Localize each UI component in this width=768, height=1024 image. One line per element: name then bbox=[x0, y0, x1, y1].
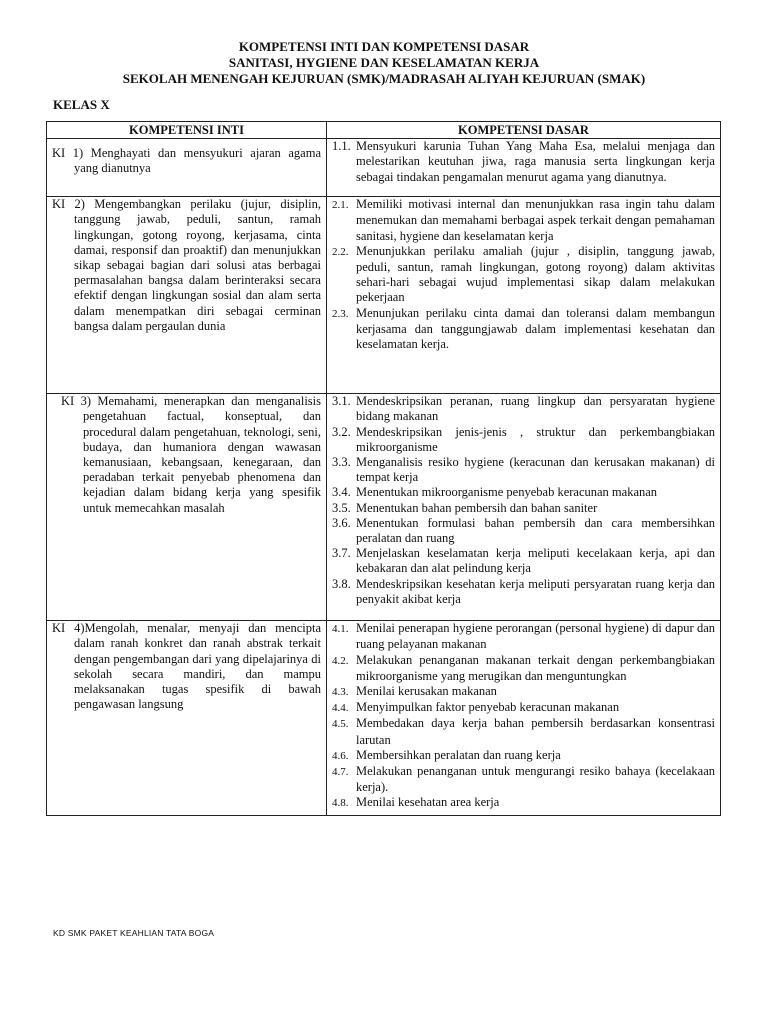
kd-item bbox=[332, 795, 715, 811]
kd-cell bbox=[327, 139, 721, 197]
kd-number: 4.7. bbox=[332, 766, 349, 779]
table-row bbox=[47, 621, 721, 816]
kd-item bbox=[332, 501, 715, 516]
footer-note: KD SMK PAKET KEAHLIAN TATA BOGA bbox=[53, 928, 215, 938]
kd-item bbox=[332, 748, 715, 764]
kd-text: Menunjukkan perilaku amaliah (jujur , disiplin, tanggung jawab, peduli, santun, ramah lingkungan, gotong royong) dalam aktivitas sehari-hari sebagai wujud implementasi sikap dalam melakukan pekerjaan bbox=[356, 243, 715, 305]
kd-number: 2.1. bbox=[332, 199, 349, 212]
kd-item bbox=[332, 197, 715, 244]
kd-text: Menganalisis resiko hygiene (keracunan dan kerusakan makanan) di tempat kerja bbox=[356, 455, 715, 485]
kd-item bbox=[332, 764, 715, 795]
kd-number: 4.2. bbox=[332, 654, 349, 667]
kd-number: 4.3. bbox=[332, 686, 349, 699]
document-title-block bbox=[0, 39, 768, 87]
kd-text: Menilai penerapan hygiene perorangan (personal hygiene) di dapur dan ruang pelayanan makanan bbox=[356, 621, 715, 652]
kd-number: 3.7. bbox=[332, 546, 351, 561]
kd-item bbox=[332, 546, 715, 576]
kd-number: 3.4. bbox=[332, 485, 351, 500]
competency-table bbox=[46, 121, 721, 816]
kd-text: Mensyukuri karunia Tuhan Yang Maha Esa, melalui menjaga dan melestarikan keutuhan jiwa, raga manusia serta lingkungan kerja sebagai tindakan pengamalan menurut agama yang dianutnya. bbox=[356, 139, 715, 184]
kd-item bbox=[332, 621, 715, 652]
kd-text: Menentukan mikroorganisme penyebab keracunan makanan bbox=[356, 485, 658, 500]
table-row bbox=[47, 394, 721, 621]
kd-number: 4.4. bbox=[332, 702, 349, 715]
title-line-1: KOMPETENSI INTI DAN KOMPETENSI DASAR bbox=[238, 39, 530, 54]
kd-text: Menjelaskan keselamatan kerja meliputi kecelakaan kerja, api dan kebakaran dan alat pelindung kerja bbox=[356, 546, 715, 576]
kd-text: Melakukan penanganan makanan terkait dengan perkembangbiakan mikroorganisme yang merugikan dan menguntungkan bbox=[356, 652, 715, 683]
kd-item bbox=[332, 485, 715, 500]
table-row bbox=[47, 139, 721, 197]
ki-2-text: KI 2) Mengembangkan perilaku (jujur, disiplin, tanggung jawab, peduli, santun, ramah lingkungan, gotong royong, kerjasama, cinta damai, responsif dan proaktif) dan menunjukkan sikap sebagai bagian dari solusi atas berbagai permasalahan bangsa dalam berinteraksi secara efektif dengan lingkungan sosial dan alam serta dalam menempatkan diri sebagai cerminan bangsa dalam pergaulan dunia bbox=[52, 197, 321, 333]
kd-text: Menilai kesehatan area kerja bbox=[356, 795, 500, 810]
ki-cell bbox=[47, 139, 327, 197]
ki-4-text: KI 4)Mengolah, menalar, menyaji dan mencipta dalam ranah konkret dan ranah abstrak terkait dengan pengembangan dari yang dipelajarinya di sekolah secara mandiri, dan mampu melaksanakan tugas spesifik di bawah pengawasan langsung bbox=[52, 621, 321, 712]
ki-cell bbox=[47, 394, 327, 621]
kd-item bbox=[332, 244, 715, 306]
title-line-3: SEKOLAH MENENGAH KEJURUAN (SMK)/MADRASAH ALIYAH KEJURUAN (SMAK) bbox=[122, 71, 646, 86]
kd-item bbox=[332, 516, 715, 546]
kd-number: 4.5. bbox=[332, 718, 349, 731]
kd-number: 3.6. bbox=[332, 515, 351, 530]
kd-number: 4.1. bbox=[332, 623, 349, 636]
kd-text: Mendeskripsikan kesehatan kerja meliputi persyaratan ruang kerja dan penyakit akibat kerja bbox=[356, 576, 715, 606]
kd-number: 3.5. bbox=[332, 500, 351, 515]
kd-number: 2.2. bbox=[332, 245, 349, 258]
kd-number: 3.3. bbox=[332, 455, 351, 470]
ki-cell bbox=[47, 197, 327, 394]
kd-cell bbox=[327, 197, 721, 394]
kd-text: Mendeskripsikan jenis-jenis , struktur dan perkembangbiakan mikroorganisme bbox=[356, 424, 715, 454]
column-header-kd: KOMPETENSI DASAR bbox=[327, 122, 721, 139]
kd-item bbox=[332, 716, 715, 747]
kd-text: Menentukan bahan pembersih dan bahan saniter bbox=[356, 500, 598, 515]
class-label: KELAS X bbox=[53, 97, 110, 112]
kd-number: 3.2. bbox=[332, 424, 351, 439]
kd-item bbox=[332, 139, 715, 185]
kd-item bbox=[332, 577, 715, 607]
kd-text: Memiliki motivasi internal dan menunjukkan rasa ingin tahu dalam menemukan dan memahami berbagai aspek terkait dengan pemahaman sanitasi, hygiene dan keselamatan kerja bbox=[356, 197, 715, 243]
ki-3-text: KI 3) Memahami, menerapkan dan menganalisis pengetahuan factual, konseptual, dan procedural dalam pengetahuan, teknologi, seni, budaya, dan humaniora dengan wawasan kemanusiaan, kebangsaan, kenegaraan, dan peradaban terkait penyebab phenomena dan kejadian dalam bidang kerja yang spesifik untuk memecahkan masalah bbox=[61, 394, 321, 515]
kd-item bbox=[332, 700, 715, 716]
ki-cell bbox=[47, 621, 327, 816]
column-header-ki: KOMPETENSI INTI bbox=[47, 122, 327, 139]
table-row bbox=[47, 197, 721, 394]
kd-item bbox=[332, 425, 715, 455]
kd-number: 3.8. bbox=[332, 576, 351, 591]
title-line-2: SANITASI, HYGIENE DAN KESELAMATAN KERJA bbox=[228, 55, 540, 70]
kd-cell bbox=[327, 621, 721, 816]
kd-number: 4.6. bbox=[332, 749, 349, 762]
ki-1-text: KI 1) Menghayati dan mensyukuri ajaran agama yang dianutnya bbox=[52, 146, 321, 176]
kd-item bbox=[332, 455, 715, 485]
kd-text: Membersihkan peralatan dan ruang kerja bbox=[356, 747, 561, 762]
kd-item bbox=[332, 394, 715, 424]
kd-number: 2.3. bbox=[332, 307, 349, 320]
kd-number: 4.8. bbox=[332, 797, 349, 810]
kd-cell bbox=[327, 394, 721, 621]
kd-number: 3.1. bbox=[332, 394, 351, 409]
kd-item bbox=[332, 684, 715, 700]
kd-text: Menentukan formulasi bahan pembersih dan cara membersihkan peralatan dan ruang bbox=[356, 515, 715, 546]
kd-item bbox=[332, 653, 715, 684]
kd-number: 1.1. bbox=[332, 139, 351, 154]
kd-text: Mendeskripsikan peranan, ruang lingkup dan persyaratan hygiene bidang makanan bbox=[356, 394, 715, 424]
kd-text: Melakukan penanganan untuk mengurangi resiko bahaya (kecelakaan kerja). bbox=[356, 764, 715, 795]
kd-item bbox=[332, 306, 715, 353]
kd-text: Membedakan daya kerja bahan pembersih berdasarkan konsentrasi larutan bbox=[356, 716, 715, 747]
kd-text: Menunjukan perilaku cinta damai dan toleransi dalam membangun kerjasama dan tanggungjawab dalam implementasi kesehatan dan keselamatan kerja. bbox=[356, 305, 715, 352]
kd-text: Menilai kerusakan makanan bbox=[356, 684, 497, 699]
kd-text: Menyimpulkan faktor penyebab keracunan makanan bbox=[356, 700, 620, 715]
table-header-row bbox=[47, 122, 721, 139]
